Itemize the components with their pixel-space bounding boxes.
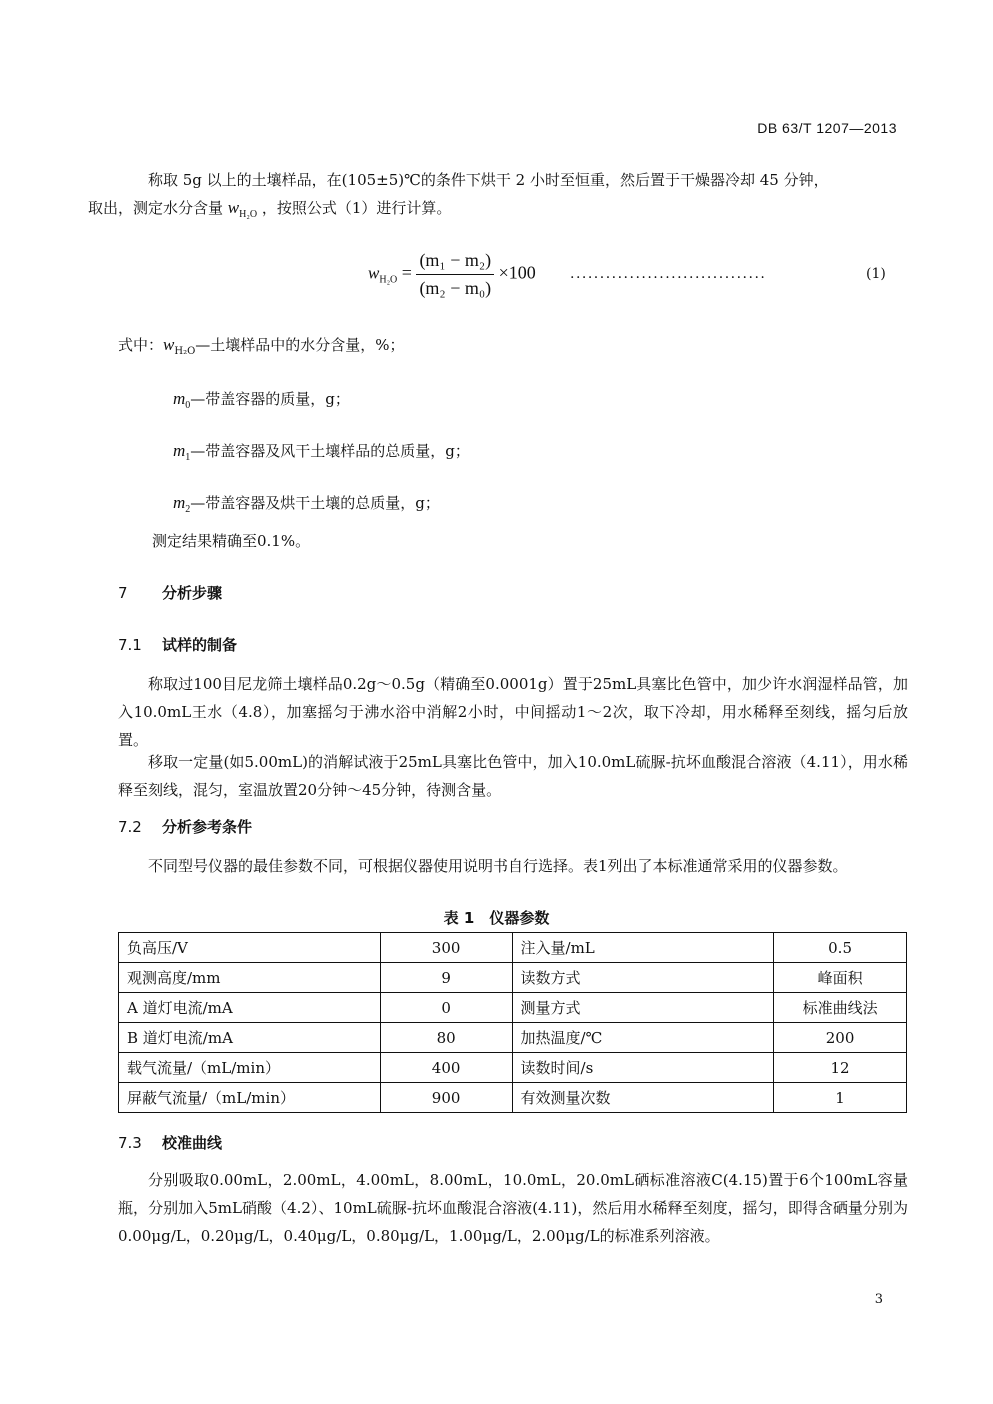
table-cell-value: 12 [774,1053,907,1083]
where-m2 [173,492,440,515]
table-cell-parameter: A 道灯电流/mA [119,993,381,1023]
table-cell-parameter: 载气流量/（mL/min） [119,1053,381,1083]
table-cell-value: 400 [380,1053,512,1083]
m0-desc: —带盖容器的质量，g； [190,390,350,408]
table-cell-parameter: 注入量/mL [512,933,774,963]
table-cell-value: 0 [380,993,512,1023]
section-7-1-heading [118,634,237,655]
w-var: w [227,198,240,217]
m1-desc: —带盖容器及风干土壤样品的总质量，g； [190,442,470,460]
table-cell-value: 1 [774,1083,907,1113]
section-7-1-paragraph-2: 移取一定量(如5.00mL)的消解试液于25mL具塞比色管中，加入10.0mL硫脲-抗坏血酸混合溶液（4.11），用水稀释至刻线，混匀，室温放置20分钟～45分钟，待测含量。 [118,753,908,799]
formula-numerator: (m₁ − m₂) [416,250,494,275]
m1-symbol: $m_1$ [173,441,191,463]
intro-line-1: 称取 5g 以上的土壤样品，在(105±5)℃的条件下烘干 2 小时至恒重，然后置于干燥器冷却 45 分钟， [148,171,829,189]
formula-denominator: (m₂ − m₀) [419,278,492,298]
where-w [118,334,405,357]
intro-line-2b: ，按照公式（1）进行计算。 [261,199,452,217]
table-cell-parameter: 测量方式 [512,993,774,1023]
table-body [119,933,907,1113]
m0-symbol: $m_0$ [173,389,191,411]
h2o-subscript: H₂O [239,209,258,220]
table-row [119,1023,907,1053]
table-cell-value: 9 [380,963,512,993]
instrument-parameters-table [118,932,907,1113]
where-w-sub: H₂O [174,346,196,357]
intro-paragraph [88,166,908,229]
section-7-title: 分析步骤 [162,584,223,602]
section-7-2-paragraph: 不同型号仪器的最佳参数不同，可根据仪器使用说明书自行选择。表1列出了本标准通常采用的仪器参数。 [148,857,848,875]
page-number: 3 [874,1292,883,1307]
table-row [119,963,907,993]
where-prefix: 式中： [118,336,164,354]
table-cell-parameter: 读数时间/s [512,1053,774,1083]
table-cell-parameter: B 道灯电流/mA [119,1023,381,1053]
intro-line-2a: 取出，测定水分含量 [88,199,224,217]
section-7-heading [118,582,222,603]
table-row [119,1053,907,1083]
m2-desc: —带盖容器及烘干土壤的总质量，g； [190,494,440,512]
table-cell-value: 峰面积 [774,963,907,993]
document-id: DB 63/T 1207—2013 [757,120,897,136]
section-7-3-title: 校准曲线 [162,1134,223,1152]
table-cell-value: 300 [380,933,512,963]
table-cell-value: 标准曲线法 [774,993,907,1023]
section-7-1-number: 7.1 [118,636,142,654]
table-row [119,933,907,963]
table-cell-value: 0.5 [774,933,907,963]
formula-times: ×100 [498,262,536,283]
table-cell-parameter: 观测高度/mm [119,963,381,993]
formula-leader-dots: ................................. [570,266,767,282]
table-cell-parameter: 负高压/V [119,933,381,963]
formula-equals: = [401,262,417,283]
table-cell-value: 200 [774,1023,907,1053]
precision-note: 测定结果精确至0.1%。 [152,532,311,550]
section-7-3-paragraph: 分别吸取0.00mL，2.00mL，4.00mL，8.00mL，10.0mL，20.0mL硒标准溶液C(4.15)置于6个100mL容量瓶，分别加入5mL硝酸（4.2）、10mL硫脲-抗坏血酸混合溶液(4.11)，然后用水稀释至刻度，摇匀，即得含硒量分别为0.00μg/L，0.20μg/L，0.40μg/L，0.80μg/L，1.00μg/L，2.00μg/L的标准系列溶液。 [118,1171,908,1245]
section-7-number: 7 [118,584,128,602]
formula-lhs-var: w [368,263,380,283]
table-row [119,1083,907,1113]
formula-number: (1) [866,266,886,282]
where-w-var: w [163,335,175,354]
table-row [119,993,907,1023]
section-7-3-number: 7.3 [118,1134,142,1152]
table-cell-parameter: 读数方式 [512,963,774,993]
section-7-1-paragraph-1: 称取过100目尼龙筛土壤样品0.2g～0.5g（精确至0.0001g）置于25mL具塞比色管中，加少许水润湿样品管，加入10.0mL王水（4.8），加塞摇匀于沸水浴中消解2小时，中间摇动1～2次，取下冷却，用水稀释至刻线，摇匀后放置。 [118,675,908,749]
m2-symbol: $m_2$ [173,493,191,515]
formula-1 [368,250,536,299]
table-cell-value: 900 [380,1083,512,1113]
where-m0 [173,388,350,411]
w-h2o-symbol [227,198,258,220]
where-w-desc: —土壤样品中的水分含量，%； [195,336,405,354]
where-m1 [173,440,470,463]
table-cell-parameter: 屏蔽气流量/（mL/min） [119,1083,381,1113]
section-7-3-heading [118,1132,222,1153]
formula-fraction [416,250,494,299]
table-cell-parameter: 有效测量次数 [512,1083,774,1113]
table-cell-parameter: 加热温度/℃ [512,1023,774,1053]
table-cell-value: 80 [380,1023,512,1053]
section-7-2-heading [118,816,252,837]
section-7-2-number: 7.2 [118,818,142,836]
section-7-1-title: 试样的制备 [162,636,238,654]
section-7-2-title: 分析参考条件 [162,818,253,836]
table-1-caption: 表 1 仪器参数 [443,909,550,927]
formula-lhs-sub: H₂O [379,274,398,286]
